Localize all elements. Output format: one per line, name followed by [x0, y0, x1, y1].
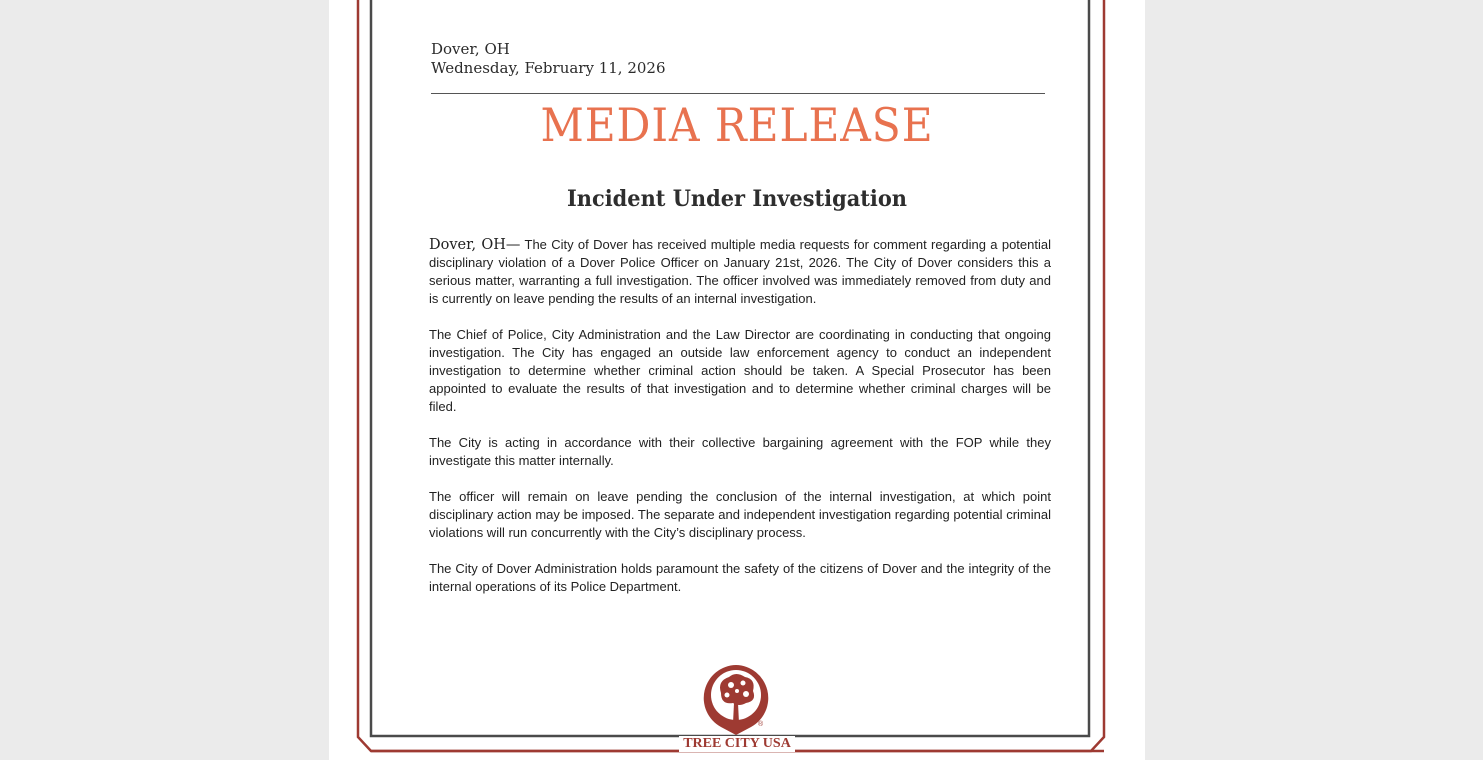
divider — [431, 93, 1045, 94]
paragraph: The officer will remain on leave pending the conclusion of the internal investigation, at which point disciplinary action may be imposed. The separate and independent investigation regarding potential criminal violations will run concurrently with the City’s disciplinary process. — [429, 489, 1051, 540]
paragraph: The City is acting in accordance with their collective bargaining agreement with the FOP while they investigate this matter internally. — [429, 435, 1051, 468]
page-title: MEDIA RELEASE — [540, 98, 934, 152]
paragraph: The Chief of Police, City Administration and the Law Director are coordinating in conducting that ongoing investigation. The City has engaged an outside law enforcement agency to conduct an independent investigation to determine whether criminal action should be taken. A Special Prosecutor has been appointed to evaluate the results of that investigation and to determine whether criminal charges will be filed. — [429, 327, 1051, 414]
release-body — [429, 236, 1051, 614]
dateline — [431, 40, 666, 78]
page-subtitle: Incident Under Investigation — [567, 186, 907, 212]
logo-text: TREE CITY USA — [679, 736, 795, 752]
tree-city-usa-logo-icon — [701, 663, 771, 735]
paragraph-text: The City of Dover has received multiple media requests for comment regarding a potential disciplinary violation of a Dover Police Officer on January 21st, 2026. The City of Dover considers this a serious matter, warranting a full investigation. The officer involved was immediately removed from duty and is currently on leave pending the results of an internal investigation. — [429, 237, 1051, 306]
svg-text:®: ® — [758, 721, 764, 728]
location: Dover, OH — [431, 40, 510, 58]
date: Wednesday, February 11, 2026 — [431, 59, 666, 77]
document-page — [329, 0, 1145, 760]
lead-dateline: Dover, OH— — [429, 237, 521, 253]
paragraph: The City of Dover Administration holds paramount the safety of the citizens of Dover and the integrity of the internal operations of its Police Department. — [429, 561, 1051, 594]
paragraph — [429, 236, 1051, 308]
